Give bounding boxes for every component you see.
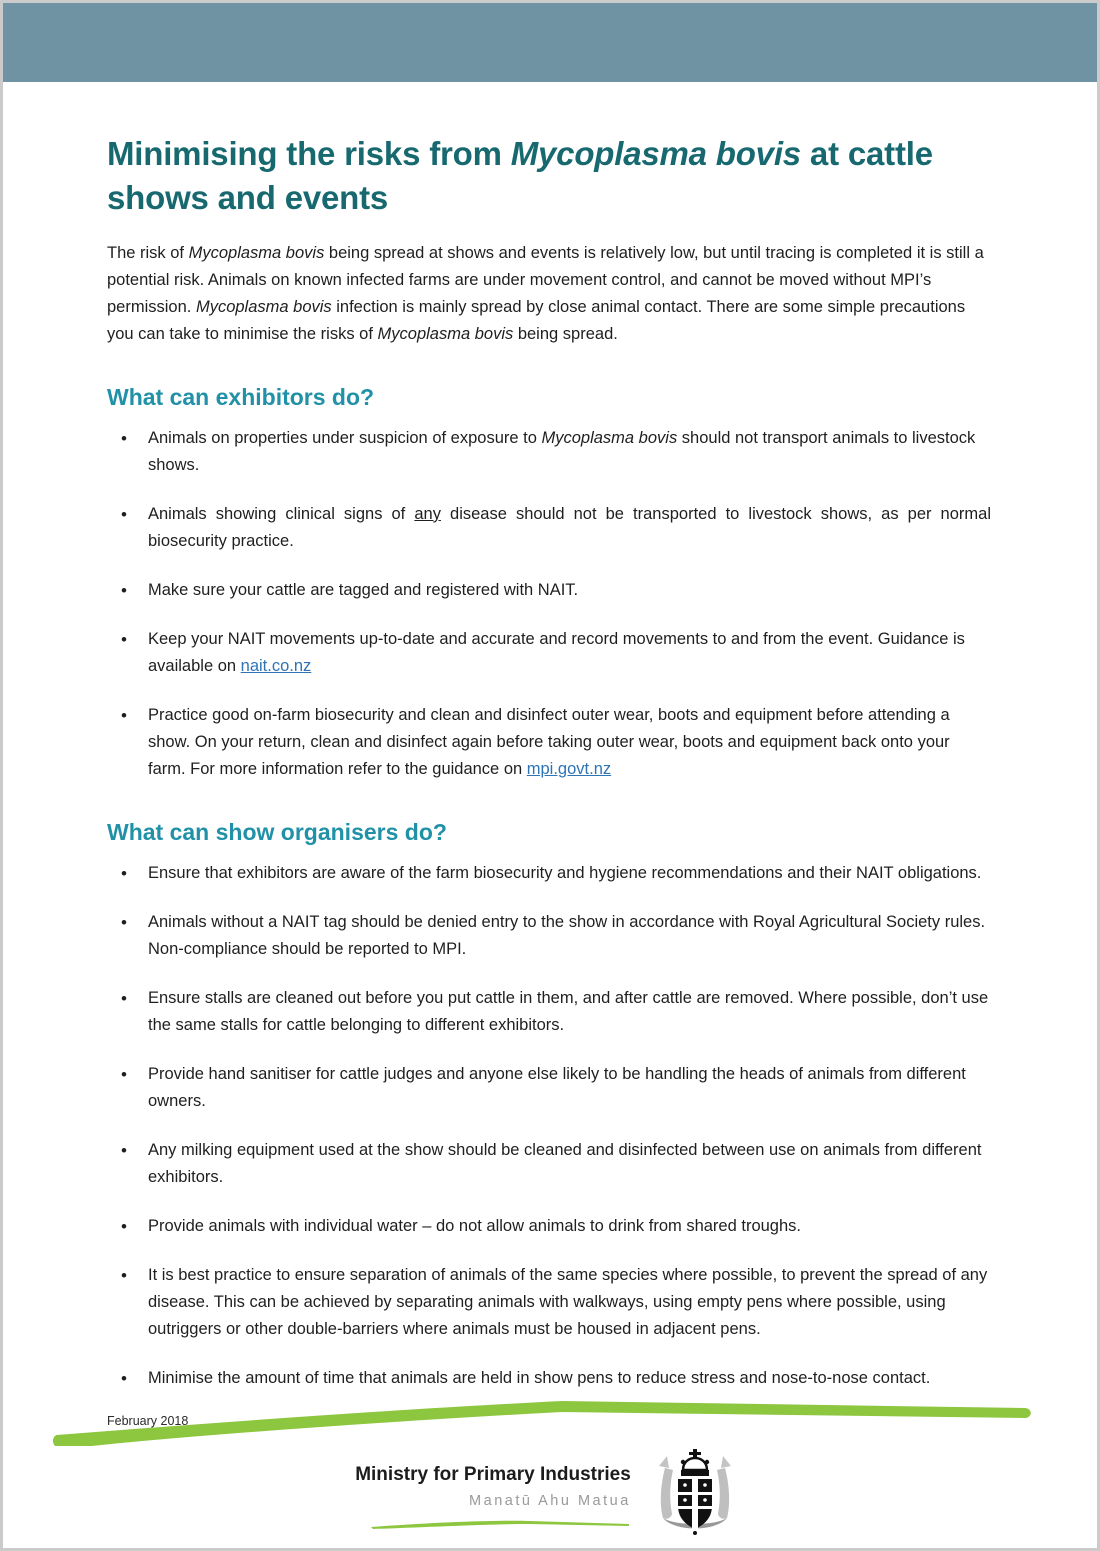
text-run: Animals without a NAIT tag should be denied entry to the show in accordance with Royal Agricultural Society rules. Non-compliance should be reported to MPI. <box>148 912 986 958</box>
bullet-item <box>107 577 991 604</box>
mpi-logo <box>3 1448 1097 1540</box>
maori-name: Manatū Ahu Matua <box>469 1492 631 1509</box>
bullet-item <box>107 860 991 887</box>
mpi-logo-text <box>355 1448 631 1529</box>
nz-coat-of-arms-icon <box>645 1448 745 1540</box>
italic-text: Mycoplasma bovis <box>377 324 514 343</box>
text-run: infection is mainly spread by close animal contact. There are some simple precautions you can take to minimise the risks of <box>107 297 966 343</box>
text-run: Make sure your cattle are tagged and registered with NAIT. <box>148 580 579 599</box>
bullet-item <box>107 1213 991 1240</box>
bullet-item <box>107 909 991 963</box>
text-run: Provide hand sanitiser for cattle judges and anyone else likely to be handling the heads of animals from different owners. <box>148 1064 966 1110</box>
bullet-item <box>107 985 991 1039</box>
section-heading-2: What can show organisers do? <box>107 818 447 845</box>
text-run: Animals on properties under suspicion of exposure to <box>148 428 542 447</box>
top-color-band <box>3 3 1097 82</box>
text-run: The risk of <box>107 243 189 262</box>
italic-text: Mycoplasma bovis <box>188 243 325 262</box>
bullet-item <box>107 1365 991 1392</box>
section-heading-1: What can exhibitors do? <box>107 383 375 410</box>
bullet-item <box>107 1137 991 1191</box>
date-label: February 2018 <box>107 1413 189 1428</box>
text-run: disease should not be transported to livestock shows, as per normal biosecurity practice. <box>148 504 991 550</box>
text-run: being spread at shows and events is relatively low, but until tracing is completed it is still a potential risk. Animals on known infected farms are under movement control, and cannot be moved without MPI’s permission. <box>107 243 984 316</box>
bullet-item <box>107 1262 991 1343</box>
green-swoosh-decoration <box>3 1396 1097 1446</box>
text-run: Any milking equipment used at the show should be cleaned and disinfected between use on animals from different exhibitors. <box>148 1140 982 1186</box>
text-run: at cattle shows and events <box>107 135 933 216</box>
text-run: It is best practice to ensure separation of animals of the same species where possible, to prevent the spread of any disease. This can be achieved by separating animals with walkways, using empty pens where possible, using outriggers or other double-barriers where animals must be housed in adjacent pens. <box>148 1265 988 1338</box>
text-run: Provide animals with individual water – do not allow animals to drink from shared troughs. <box>148 1216 801 1235</box>
text-run: Ensure stalls are cleaned out before you put cattle in them, and after cattle are removed. Where possible, don’t use the same stalls for cattle belonging to different exhibitors. <box>148 988 989 1034</box>
bullet-item <box>107 1061 991 1115</box>
bullet-item <box>107 626 991 680</box>
text-run: being spread. <box>513 324 618 343</box>
text-run: Minimising the risks from <box>107 135 511 172</box>
text-run: Keep your NAIT movements up-to-date and accurate and record movements to and from the event. Guidance is available on <box>148 629 965 675</box>
bullet-list <box>107 860 991 1392</box>
text-run: Ensure that exhibitors are aware of the farm biosecurity and hygiene recommendations and their NAIT obligations. <box>148 863 982 882</box>
sections-container <box>107 384 991 1392</box>
small-green-swoosh-icon <box>369 1519 631 1529</box>
underlined-text: any <box>414 504 441 523</box>
link-mpi-govt-nz[interactable]: mpi.govt.nz <box>526 759 612 778</box>
bullet-item <box>107 702 991 783</box>
bullet-item <box>107 501 991 555</box>
page-footer <box>3 1396 1097 1540</box>
bullet-list <box>107 425 991 783</box>
text-run: Minimise the amount of time that animals are held in show pens to reduce stress and nose-to-nose contact. <box>148 1368 931 1387</box>
text-run: should not transport animals to livestock shows. <box>148 428 976 474</box>
text-run: Practice good on-farm biosecurity and clean and disinfect outer wear, boots and equipment before attending a show. On your return, clean and disinfect again before taking outer wear, boots and equipment back onto your farm. For more information refer to the guidance on <box>148 705 950 778</box>
intro-paragraph <box>107 240 991 348</box>
text-run: Animals showing clinical signs of <box>148 504 415 523</box>
italic-text: Mycoplasma bovis <box>541 428 678 447</box>
italic-text: Mycoplasma bovis <box>195 297 332 316</box>
italic-text: Mycoplasma bovis <box>510 135 801 172</box>
bullet-item <box>107 425 991 479</box>
page-title <box>107 132 991 220</box>
ministry-name: Ministry for Primary Industries <box>355 1464 631 1485</box>
link-nait-co-nz[interactable]: nait.co.nz <box>240 656 312 675</box>
document-content <box>3 82 1097 1428</box>
